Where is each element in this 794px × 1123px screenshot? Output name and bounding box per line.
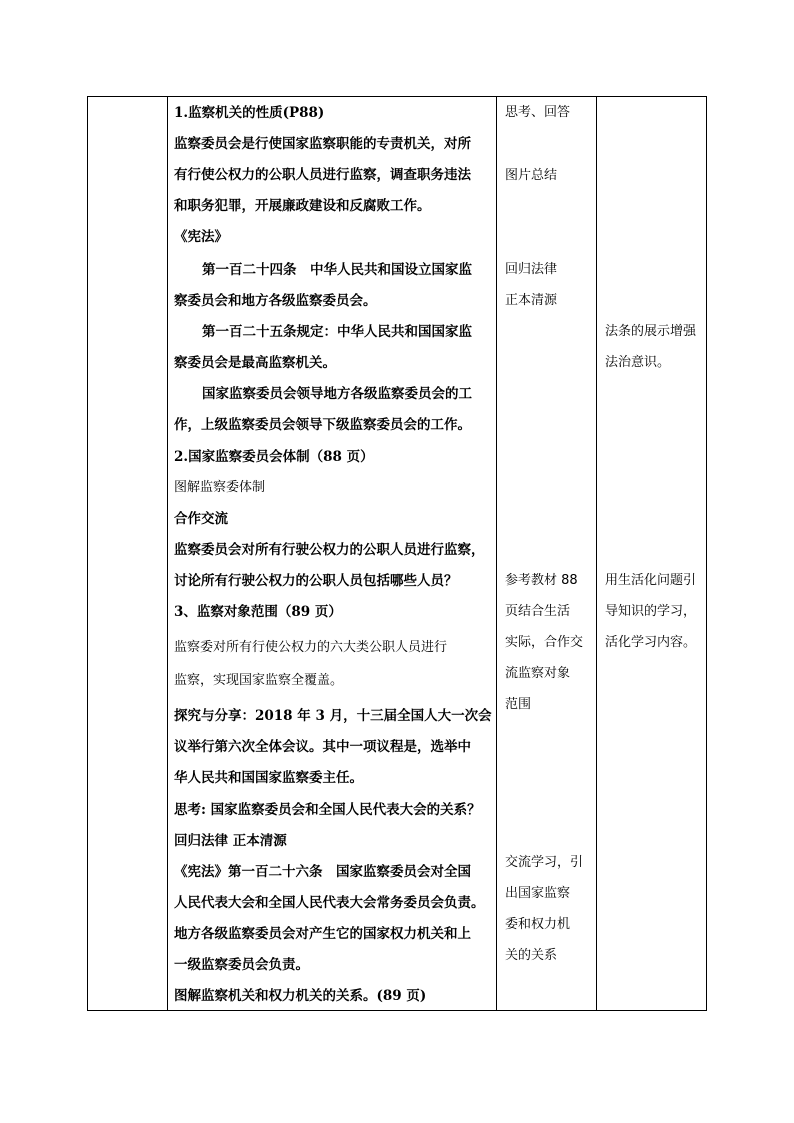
activity-line: 出国家监察 bbox=[505, 886, 571, 901]
activity-line: 范围 bbox=[505, 697, 532, 712]
content-line: 监察委员会对所有行驶公权力的公职人员进行监察， bbox=[174, 542, 485, 558]
content-line: 议举行第六次全体会议。其中一项议程是，选举中 bbox=[174, 739, 471, 755]
content-line: 图解监察委体制 bbox=[174, 480, 266, 495]
section-heading-system: 2.国家监察委员会体制（88 页） bbox=[174, 449, 374, 465]
activity-line: 图片总结 bbox=[505, 168, 558, 183]
student-activity-column bbox=[497, 97, 597, 1010]
content-line: 监察委对所有行使公权力的六大类公职人员进行 bbox=[174, 640, 448, 655]
content-line: 人民代表大会和全国人民代表大会常务委员会负责。 bbox=[174, 895, 485, 911]
intent-line: 活化学习内容。 bbox=[605, 635, 697, 650]
content-line: 地方各级监察委员会对产生它的国家权力机关和上 bbox=[174, 926, 471, 942]
cooperation-label: 合作交流 bbox=[174, 511, 228, 527]
intent-line: 用生活化问题引 bbox=[605, 573, 697, 588]
activity-line: 正本清源 bbox=[505, 293, 558, 308]
content-line: 和职务犯罪，开展廉政建设和反腐败工作。 bbox=[174, 198, 431, 214]
activity-line: 实际，合作交 bbox=[505, 635, 584, 650]
activity-line: 参考教材 88 bbox=[505, 573, 578, 588]
intent-line: 法条的展示增强 bbox=[605, 324, 697, 339]
activity-line: 关的关系 bbox=[505, 948, 558, 963]
section-heading-scope: 3、监察对象范围（89 页） bbox=[174, 604, 342, 620]
content-line: 第一百二十五条规定：中华人民共和国国家监 bbox=[202, 324, 472, 340]
activity-line: 流监察对象 bbox=[505, 666, 571, 681]
lesson-table bbox=[87, 96, 707, 1011]
content-line: 监察委员会是行使国家监察职能的专责机关，对所 bbox=[174, 136, 471, 152]
content-line: 讨论所有行驶公权力的公职人员包括哪些人员？ bbox=[174, 573, 458, 589]
content-column bbox=[168, 97, 497, 1010]
constitution-label: 《宪法》 bbox=[174, 229, 228, 245]
design-intent-column bbox=[597, 97, 708, 1010]
content-line: 监察，实现国家监察全覆盖。 bbox=[174, 673, 344, 688]
activity-line: 回归法律 bbox=[505, 262, 558, 277]
content-line: 有行使公权力的公职人员进行监察，调查职务违法 bbox=[174, 167, 471, 183]
blank-column bbox=[88, 97, 168, 1010]
content-line: 探究与分享：2018 年 3 月，十三届全国人大一次会 bbox=[174, 708, 492, 724]
content-line: 图解监察机关和权力机关的关系。(89 页) bbox=[174, 988, 427, 1004]
activity-line: 交流学习，引 bbox=[505, 855, 584, 870]
content-line: 回归法律 正本清源 bbox=[174, 833, 287, 849]
content-line: 国家监察委员会领导地方各级监察委员会的工 bbox=[202, 386, 472, 402]
content-line: 察委员会和地方各级监察委员会。 bbox=[174, 293, 377, 309]
content-line: 一级监察委员会负责。 bbox=[174, 957, 309, 973]
activity-line: 委和权力机 bbox=[505, 917, 571, 932]
content-line: 察委员会是最高监察机关。 bbox=[174, 355, 336, 371]
content-line: 华人民共和国国家监察委主任。 bbox=[174, 770, 363, 786]
activity-line: 思考、回答 bbox=[505, 105, 571, 120]
section-heading-nature: 1.监察机关的性质(P88) bbox=[174, 105, 325, 121]
intent-line: 导知识的学习， bbox=[605, 604, 697, 619]
content-line: 第一百二十四条 中华人民共和国设立国家监 bbox=[202, 262, 472, 278]
content-line: 《宪法》第一百二十六条 国家监察委员会对全国 bbox=[174, 864, 471, 880]
content-line: 思考: 国家监察委员会和全国人民代表大会的关系？ bbox=[174, 802, 481, 818]
intent-line: 法治意识。 bbox=[605, 355, 671, 370]
activity-line: 页结合生活 bbox=[505, 604, 571, 619]
content-line: 作，上级监察委员会领导下级监察委员会的工作。 bbox=[174, 417, 471, 433]
